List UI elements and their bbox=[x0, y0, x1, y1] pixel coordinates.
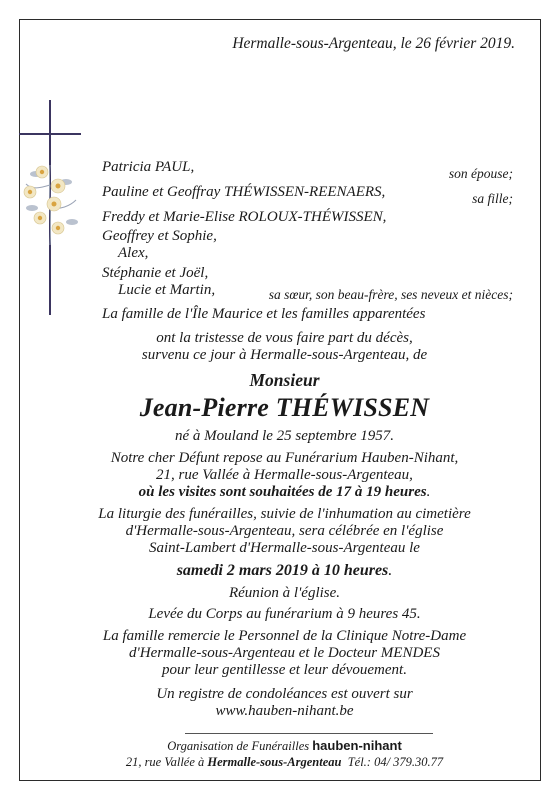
family-member-daughter: Pauline et Geoffray THÉWISSEN-REENAERS, bbox=[102, 184, 386, 200]
relation-siblings: sa sœur, son beau-frère, ses neveux et nièces; bbox=[268, 287, 513, 302]
birth-info: né à Mouland le 25 septembre 1957. bbox=[175, 428, 394, 444]
rest-line-2: 21, rue Vallée à Hermalle-sous-Argenteau, bbox=[156, 467, 413, 483]
funeral-date-end: . bbox=[388, 562, 393, 579]
family-extended: La famille de l'Île Maurice et les familles apparentées bbox=[102, 306, 426, 322]
visit-hours bbox=[82, 484, 487, 501]
family-member-alex: Alex, bbox=[118, 245, 149, 261]
deceased-title: Monsieur bbox=[249, 370, 320, 390]
footer-address-prefix: 21, rue Vallée à bbox=[125, 755, 205, 769]
flower-ornament-icon bbox=[14, 160, 94, 250]
meeting-info: Réunion à l'église. bbox=[228, 585, 341, 601]
liturgy-line-2: d'Hermalle-sous-Argenteau, sera célébrée en l'église bbox=[125, 523, 444, 539]
announcement-line-1: ont la tristesse de vous faire part du décès, bbox=[156, 330, 413, 346]
footer-phone: Tél.: 04/ 379.30.77 bbox=[347, 755, 444, 769]
footer-org-label: Organisation de Funérailles bbox=[167, 739, 310, 753]
family-member-nephew: Geoffrey et Sophie, bbox=[102, 228, 217, 244]
relation-daughter: sa fille; bbox=[472, 191, 513, 206]
footer-brand: hauben-nihant bbox=[312, 738, 402, 753]
footer-divider bbox=[185, 733, 433, 734]
liturgy-line-1: La liturgie des funérailles, suivie de l'inhumation au cimetière bbox=[98, 506, 471, 522]
rest-line-1: Notre cher Défunt repose au Funérarium Hauben-Nihant, bbox=[110, 450, 459, 466]
footer-address-city: Hermalle-sous-Argenteau bbox=[207, 755, 342, 769]
funeral-date-text: samedi 2 mars 2019 à 10 heures bbox=[176, 562, 389, 579]
announcement-line-2: survenu ce jour à Hermalle-sous-Argenteau, de bbox=[141, 347, 428, 363]
thanks-line-3: pour leur gentillesse et leur dévouement. bbox=[162, 662, 407, 678]
levee-info: Levée du Corps au funérarium à 9 heures 45. bbox=[148, 606, 421, 622]
place-date: Hermalle-sous-Argenteau, le 26 février 2019. bbox=[232, 35, 515, 52]
thanks-line-2: d'Hermalle-sous-Argenteau et le Docteur MENDES bbox=[129, 645, 440, 661]
footer-organisation bbox=[82, 738, 487, 754]
register-url-link[interactable]: www.hauben-nihant.be bbox=[215, 703, 354, 719]
cross-horizontal-bar bbox=[19, 133, 81, 135]
family-member-niece: Stéphanie et Joël, bbox=[102, 265, 209, 281]
family-member-lucie: Lucie et Martin, bbox=[118, 282, 216, 298]
family-member-sister: Freddy et Marie-Elise ROLOUX-THÉWISSEN, bbox=[102, 209, 387, 225]
funeral-date bbox=[82, 562, 487, 580]
relation-wife: son épouse; bbox=[448, 166, 513, 181]
footer-address bbox=[82, 755, 487, 770]
deceased-name: Jean-Pierre THÉWISSEN bbox=[139, 393, 430, 422]
thanks-line-1: La famille remercie le Personnel de la Clinique Notre-Dame bbox=[102, 628, 467, 644]
visit-hours-end: . bbox=[426, 484, 431, 500]
register-line: Un registre de condoléances est ouvert sur bbox=[156, 686, 413, 702]
family-member-wife: Patricia PAUL, bbox=[102, 159, 195, 175]
liturgy-line-3: Saint-Lambert d'Hermalle-sous-Argenteau le bbox=[149, 540, 420, 556]
visit-hours-text: où les visites sont souhaitées de 17 à 19 heures bbox=[138, 484, 427, 500]
